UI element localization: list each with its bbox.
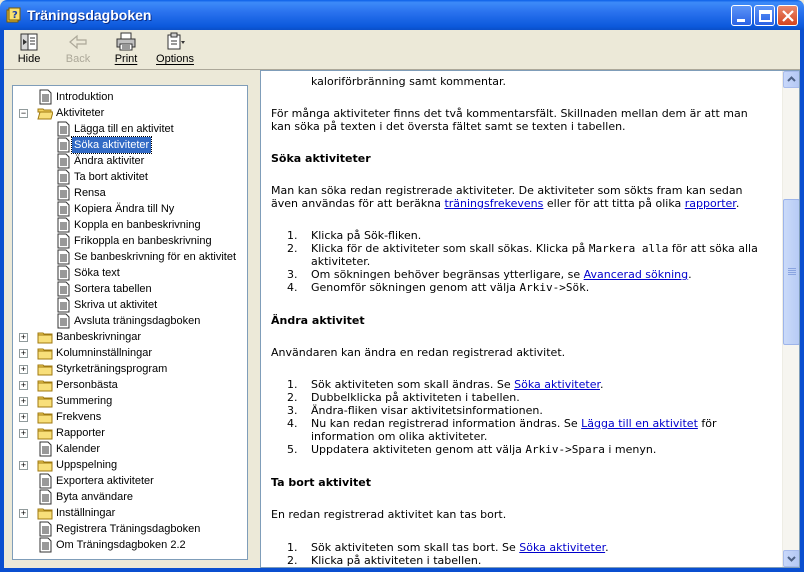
tree-item-label: Banbeskrivningar <box>56 331 141 343</box>
step-text-end: . <box>585 281 590 294</box>
window-frame-left <box>0 30 4 572</box>
page-icon <box>55 249 71 265</box>
folder-icon <box>37 409 53 425</box>
folder-open-icon <box>37 105 53 121</box>
tree-item[interactable] <box>13 265 247 281</box>
maximize-button[interactable] <box>754 5 775 26</box>
partial-text-line: kaloriförbränning samt kommentar. <box>311 75 507 88</box>
minimize-icon <box>732 6 753 27</box>
tree-item[interactable] <box>13 153 247 169</box>
tree-item[interactable] <box>13 473 247 489</box>
list-item <box>271 391 777 404</box>
link-soka-aktiviteter-2[interactable]: Söka aktiviteter <box>519 541 606 554</box>
window-frame-right <box>800 30 804 572</box>
collapse-icon[interactable]: − <box>20 108 27 118</box>
tree-item-label: Uppspelning <box>56 459 118 471</box>
step-text: Nu kan redan registrerad information ändras. Se <box>311 417 582 430</box>
step-number: 2. <box>287 242 298 255</box>
tree-item[interactable] <box>13 441 247 457</box>
tree-item[interactable] <box>13 137 247 153</box>
expand-icon[interactable]: + <box>20 332 27 342</box>
step-code: Arkiv->Spara <box>525 443 605 456</box>
close-icon <box>778 6 799 27</box>
expand-icon[interactable]: + <box>20 380 27 390</box>
tree-item[interactable] <box>13 393 247 409</box>
folder-icon <box>37 361 53 377</box>
svg-text:?: ? <box>12 10 18 21</box>
list-item <box>271 378 777 391</box>
section-heading-soka: Söka aktiviteter <box>271 152 371 165</box>
soka-paragraph-text-2: eller för att titta på olika <box>543 197 685 210</box>
chevron-down-icon <box>784 551 799 566</box>
folder-icon <box>37 425 53 441</box>
page-icon <box>55 137 71 153</box>
tree-item[interactable] <box>13 105 247 121</box>
folder-icon <box>37 345 53 361</box>
step-number: 4. <box>287 417 298 430</box>
grip-line <box>788 272 796 273</box>
contents-tree[interactable] <box>12 85 248 560</box>
tree-item[interactable] <box>13 297 247 313</box>
page-icon <box>55 169 71 185</box>
page-icon <box>55 265 71 281</box>
step-text-end: . <box>599 378 604 391</box>
back-label: Back <box>65 53 91 65</box>
tree-item[interactable] <box>13 233 247 249</box>
link-traningsfrekvens[interactable]: träningsfrekevens <box>444 197 544 210</box>
hide-button[interactable] <box>12 32 46 68</box>
page-icon <box>37 537 53 553</box>
step-text: Genomför sökningen genom att välja <box>311 281 520 294</box>
tree-item-label: Rapporter <box>56 427 105 439</box>
page-icon <box>55 297 71 313</box>
grip-line <box>788 268 796 269</box>
window-frame-bottom <box>0 568 804 572</box>
maximize-icon <box>755 6 776 27</box>
tree-item[interactable] <box>13 169 247 185</box>
step-number: 3. <box>287 404 298 417</box>
window-title: Träningsdagboken <box>27 7 152 23</box>
tree-item-label: Introduktion <box>56 91 114 103</box>
page-icon <box>37 89 53 105</box>
expand-icon[interactable]: + <box>20 460 27 470</box>
minimize-button[interactable] <box>731 5 752 26</box>
tree-item-label: Söka text <box>74 267 120 279</box>
tree-item-label: Söka aktiviteter <box>74 139 150 151</box>
expand-icon[interactable]: + <box>20 428 27 438</box>
title-bar[interactable] <box>0 0 804 30</box>
folder-icon <box>37 393 53 409</box>
step-text-end: i menyn. <box>604 443 657 456</box>
tree-item-label: Personbästa <box>56 379 118 391</box>
print-button[interactable] <box>110 32 142 68</box>
step-text-end: för information om olika aktiviteter. <box>311 417 717 443</box>
tree-item-label: Ändra aktiviter <box>74 155 145 167</box>
grip-line <box>788 270 796 271</box>
tree-item[interactable] <box>13 121 247 137</box>
scroll-up-button[interactable] <box>783 71 800 88</box>
page-icon <box>55 281 71 297</box>
tree-item-label: Summering <box>56 395 113 407</box>
soka-steps <box>271 229 777 294</box>
step-number: 1. <box>287 541 298 554</box>
step-text-end: för att söka alla aktiviteter. <box>311 242 758 268</box>
tree-item-label: Koppla en banbeskrivning <box>74 219 201 231</box>
list-item <box>271 417 777 443</box>
page-icon <box>55 201 71 217</box>
page-icon <box>55 217 71 233</box>
tree-item-label: Styrketräningsprogram <box>56 363 168 375</box>
folder-icon <box>37 505 53 521</box>
step-number: 3. <box>287 268 298 281</box>
tree-item[interactable] <box>13 489 247 505</box>
expand-icon[interactable]: + <box>20 396 27 406</box>
tree-item-label: Rensa <box>74 187 106 199</box>
tree-item-label: Skriva ut aktivitet <box>74 299 158 311</box>
expand-icon[interactable]: + <box>20 364 27 374</box>
close-button[interactable] <box>777 5 798 26</box>
tree-item-label: Se banbeskrivning för en aktivitet <box>74 251 237 263</box>
options-label: Options <box>156 53 194 65</box>
link-soka-aktiviteter[interactable]: Söka aktiviteter <box>514 378 600 391</box>
step-text-end: . <box>605 541 609 554</box>
chevron-up-icon <box>784 72 799 87</box>
tree-item-label: Ta bort aktivitet <box>74 171 148 183</box>
link-avancerad-sokning[interactable]: Avancerad sökning <box>583 268 689 281</box>
step-number: 1. <box>287 229 298 242</box>
tree-item[interactable] <box>13 217 247 233</box>
page-icon <box>37 441 53 457</box>
tree-item[interactable] <box>13 249 247 265</box>
step-number: 5. <box>287 443 298 456</box>
intro-paragraph: För många aktiviteter finns det två kommentarsfält. Skillnaden mellan dem är att man kan söka på texten i det översta fältet samt se texten i tabellen. <box>271 107 748 133</box>
tree-item[interactable] <box>13 425 247 441</box>
step-number: 4. <box>287 281 298 294</box>
topic-pane[interactable] <box>260 70 800 568</box>
back-button[interactable] <box>60 32 96 68</box>
tree-item-label: Frikoppla en banbeskrivning <box>74 235 212 247</box>
step-text: Sök aktiviteten som skall ändras. Se <box>311 378 515 391</box>
soka-paragraph <box>271 184 771 210</box>
options-icon <box>164 32 186 52</box>
list-item <box>271 281 777 294</box>
page-icon <box>55 313 71 329</box>
tree-item[interactable] <box>13 521 247 537</box>
tree-item-label: Sortera tabellen <box>74 283 152 295</box>
tree-item[interactable] <box>13 537 247 553</box>
tree-item-label: Registrera Träningsdagboken <box>56 523 201 535</box>
step-code: Arkiv->Sök <box>519 281 586 294</box>
step-text: Ändra-fliken visar aktivitetsinformationen. <box>311 404 543 417</box>
folder-icon <box>37 329 53 345</box>
step-code: Markera alla <box>588 242 669 255</box>
list-item <box>271 404 777 417</box>
toolbar <box>4 30 800 70</box>
expand-icon[interactable]: + <box>20 508 27 518</box>
step-number: 2. <box>287 554 298 567</box>
step-text: Klicka på aktiviteten i tabellen. <box>311 554 482 567</box>
tree-item-label: Inställningar <box>56 507 116 519</box>
link-rapporter[interactable]: rapporter <box>684 197 736 210</box>
tree-item[interactable] <box>13 201 247 217</box>
scroll-thumb[interactable] <box>783 199 800 345</box>
expand-icon[interactable]: + <box>20 412 27 422</box>
page-icon <box>55 153 71 169</box>
link-lagga-till-aktivitet[interactable]: Lägga till en aktivitet <box>581 417 698 430</box>
tree-item-label: Avsluta träningsdagboken <box>74 315 201 327</box>
list-item <box>271 554 777 567</box>
tree-item-label: Frekvens <box>56 411 102 423</box>
step-text-end: . <box>688 268 692 281</box>
grip-line <box>788 274 796 275</box>
section-heading-andra: Ändra aktivitet <box>271 314 365 327</box>
tree-item[interactable] <box>13 457 247 473</box>
andra-steps <box>271 378 777 456</box>
tree-item-label: Om Träningsdagboken 2.2 <box>56 539 186 551</box>
tree-item[interactable] <box>13 185 247 201</box>
list-item <box>271 268 777 281</box>
section-heading-ta-bort: Ta bort aktivitet <box>271 476 371 489</box>
tree-item-label: Byta användare <box>56 491 134 503</box>
step-text: Klicka för de aktiviteter som skall sökas. Klicka på <box>311 242 589 255</box>
tree-item[interactable] <box>13 505 247 521</box>
ta-bort-steps <box>271 541 777 567</box>
andra-paragraph: Användaren kan ändra en redan registrerad aktivitet. <box>271 346 566 359</box>
tree-item[interactable] <box>13 329 247 345</box>
page-icon <box>37 489 53 505</box>
tree-item-label: Lägga till en aktivitet <box>74 123 174 135</box>
step-number: 2. <box>287 391 298 404</box>
scroll-down-button[interactable] <box>783 550 800 567</box>
soka-paragraph-end: . <box>735 197 740 210</box>
help-book-icon <box>6 7 22 23</box>
tree-item-label: Exportera aktiviteter <box>56 475 154 487</box>
tree-item[interactable] <box>13 345 247 361</box>
print-label: Print <box>114 53 138 65</box>
hide-pane-icon <box>18 32 40 52</box>
list-item <box>271 242 777 268</box>
back-arrow-icon <box>67 32 89 52</box>
step-text: Om sökningen behöver begränsas ytterligare, se <box>311 268 584 281</box>
step-text: Uppdatera aktiviteten genom att välja <box>311 443 526 456</box>
step-text: Dubbelklicka på aktiviteten i tabellen. <box>311 391 520 404</box>
hide-label: Hide <box>17 53 41 65</box>
tree-item[interactable] <box>13 89 247 105</box>
vertical-scrollbar[interactable] <box>782 71 799 567</box>
soka-paragraph-text: Man kan söka redan registrerade aktiviteter. De aktiviteter som sökts fram kan sedan även användas för att beräkna <box>271 184 743 210</box>
step-text: Sök aktiviteten som skall tas bort. Se <box>311 541 520 554</box>
page-icon <box>37 521 53 537</box>
tree-item[interactable] <box>13 409 247 425</box>
tree-item[interactable] <box>13 281 247 297</box>
ta-bort-paragraph: En redan registrerad aktivitet kan tas bort. <box>271 508 507 521</box>
page-icon <box>37 473 53 489</box>
folder-icon <box>37 377 53 393</box>
options-button[interactable] <box>154 32 196 68</box>
step-number: 1. <box>287 378 298 391</box>
printer-icon <box>115 32 137 52</box>
tree-item-label: Kolumninställningar <box>56 347 152 359</box>
tree-item[interactable] <box>13 313 247 329</box>
step-text: Klicka på Sök-fliken. <box>311 229 422 242</box>
tree-item-label: Kalender <box>56 443 101 455</box>
tree-item-label: Aktiviteter <box>56 107 105 119</box>
expand-icon[interactable]: + <box>20 348 27 358</box>
tree-item-label: Kopiera Ändra till Ny <box>74 203 175 215</box>
page-icon <box>55 185 71 201</box>
page-icon <box>55 233 71 249</box>
tree-item[interactable] <box>13 361 247 377</box>
list-item <box>271 541 777 554</box>
tree-item[interactable] <box>13 377 247 393</box>
page-icon <box>55 121 71 137</box>
folder-icon <box>37 457 53 473</box>
list-item <box>271 443 777 456</box>
list-item <box>271 229 777 242</box>
